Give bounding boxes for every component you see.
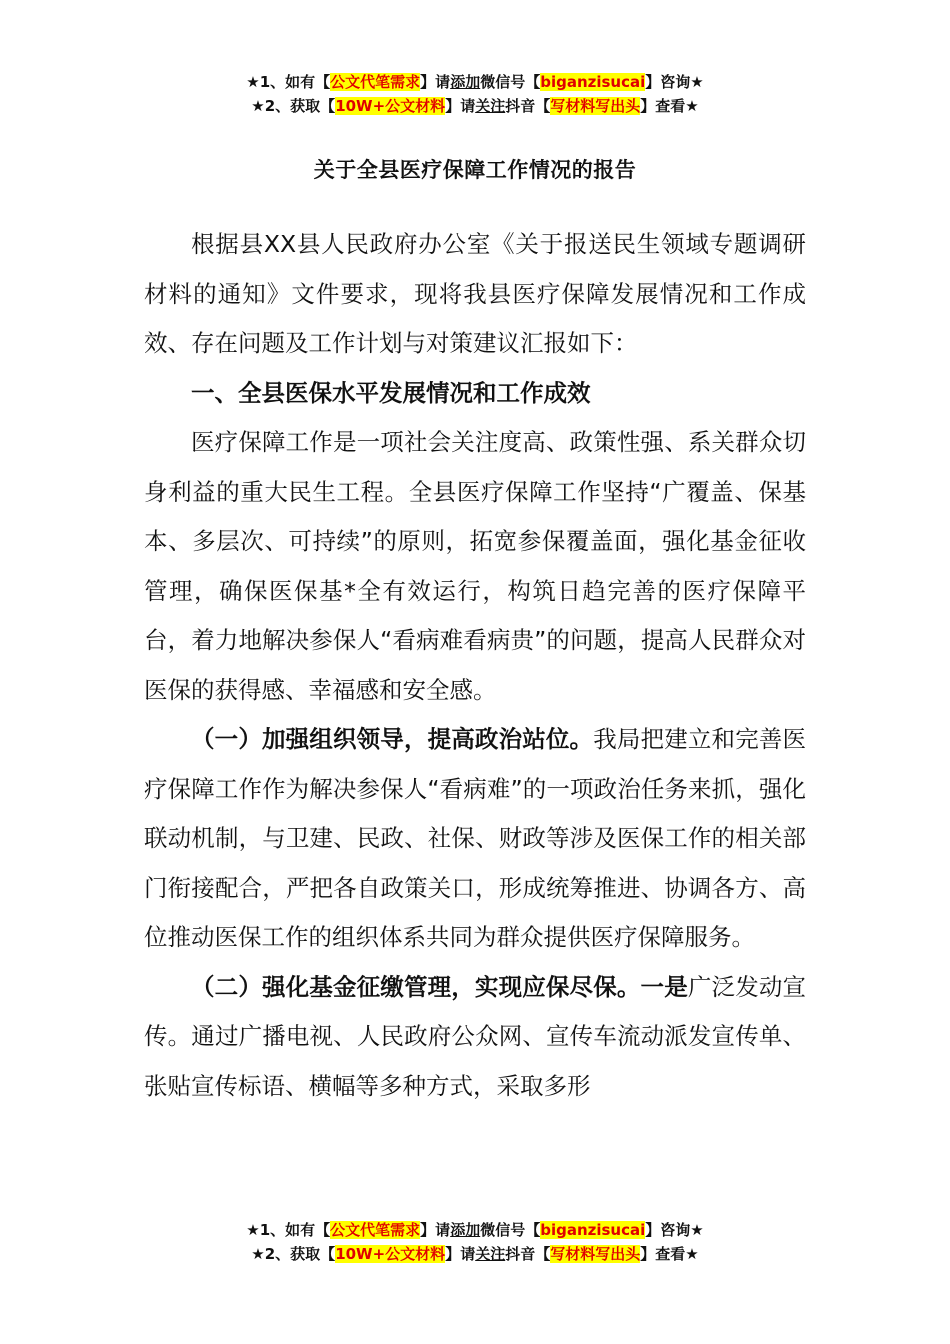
banner-highlight: biganzisucai (540, 73, 646, 91)
banner-text: 】请 (420, 73, 451, 91)
banner-text: ★1、如有【 (246, 73, 331, 91)
banner-text: 】咨询★ (645, 73, 704, 91)
banner-text: 】查看★ (640, 1245, 699, 1263)
banner-text: 】请 (420, 1221, 451, 1239)
banner-text: 抖音【 (505, 1245, 551, 1263)
subsection-1-heading: （一）加强组织领导，提高政治站位。 (191, 725, 594, 753)
banner-highlight: 写材料写出头 (550, 97, 641, 115)
subsection-2-heading: （二）强化基金征缴管理，实现应保尽保。 (191, 972, 641, 1001)
document-body (144, 220, 806, 1111)
section-1-heading: 一、全县医保水平发展情况和工作成效 (191, 378, 591, 407)
banner-highlight: 10W+公文材料 (335, 1245, 446, 1263)
banner-line-2 (0, 1242, 950, 1266)
subsection-2-body: 广泛发动宣传。通过广播电视、人民政府公众网、宣传车流动派发宣传单、张贴宣传标语、横幅等多种方式，采取多形 (144, 972, 807, 1100)
subsection-1-body: 我局把建立和完善医疗保障工作作为解决参保人“看病难”的一项政治任务来抓，强化联动机制，与卫建、民政、社保、财政等涉及医保工作的相关部门衔接配合，严把各自政策关口，形成统筹推进、协调各方、高位推动医保工作的组织体系共同为群众提供医疗保障服务。 (144, 725, 807, 951)
footer-banner (0, 1218, 950, 1266)
banner-text: ★2、获取【 (251, 97, 336, 115)
banner-underline: 关注 (475, 97, 506, 115)
subsection-2-lead: 一是 (640, 972, 688, 1001)
banner-underline: 添加 (450, 73, 481, 91)
banner-highlight: 10W+公文材料 (335, 97, 446, 115)
banner-underline: 关注 (475, 1245, 506, 1263)
banner-highlight: 公文代笔需求 (330, 1221, 421, 1239)
section-1-paragraph: 医疗保障工作是一项社会关注度高、政策性强、系关群众切身利益的重大民生工程。全县医疗保障工作坚持“广覆盖、保基本、多层次、可持续”的原则，拓宽参保覆盖面，强化基金征收管理，确保医保基*全有效运行，构筑日趋完善的医疗保障平台，着力地解决参保人“看病难看病贵”的问题，提高人民群众对医保的获得感、幸福感和安全感。 (144, 428, 806, 704)
banner-text: 微信号【 (480, 1221, 541, 1239)
banner-highlight: biganzisucai (540, 1221, 646, 1239)
banner-line-1 (0, 1218, 950, 1242)
banner-text: 】咨询★ (645, 1221, 704, 1239)
banner-line-1 (0, 70, 950, 94)
banner-highlight: 公文代笔需求 (330, 73, 421, 91)
banner-line-2 (0, 94, 950, 118)
banner-text: 】请 (445, 1245, 476, 1263)
subsection-2-paragraph (144, 963, 806, 1112)
subsection-1-paragraph (144, 715, 806, 963)
banner-text: 】请 (445, 97, 476, 115)
banner-text: 】查看★ (640, 97, 699, 115)
banner-text: 抖音【 (505, 97, 551, 115)
document-title: 关于全县医疗保障工作情况的报告 (313, 158, 637, 182)
banner-text: 微信号【 (480, 73, 541, 91)
banner-underline: 添加 (450, 1221, 481, 1239)
header-banner (0, 70, 950, 118)
banner-text: ★2、获取【 (251, 1245, 336, 1263)
intro-paragraph: 根据县XX县人民政府办公室《关于报送民生领域专题调研材料的通知》文件要求，现将我县医疗保障发展情况和工作成效、存在问题及工作计划与对策建议汇报如下： (144, 230, 806, 357)
banner-highlight: 写材料写出头 (550, 1245, 641, 1263)
banner-text: ★1、如有【 (246, 1221, 331, 1239)
